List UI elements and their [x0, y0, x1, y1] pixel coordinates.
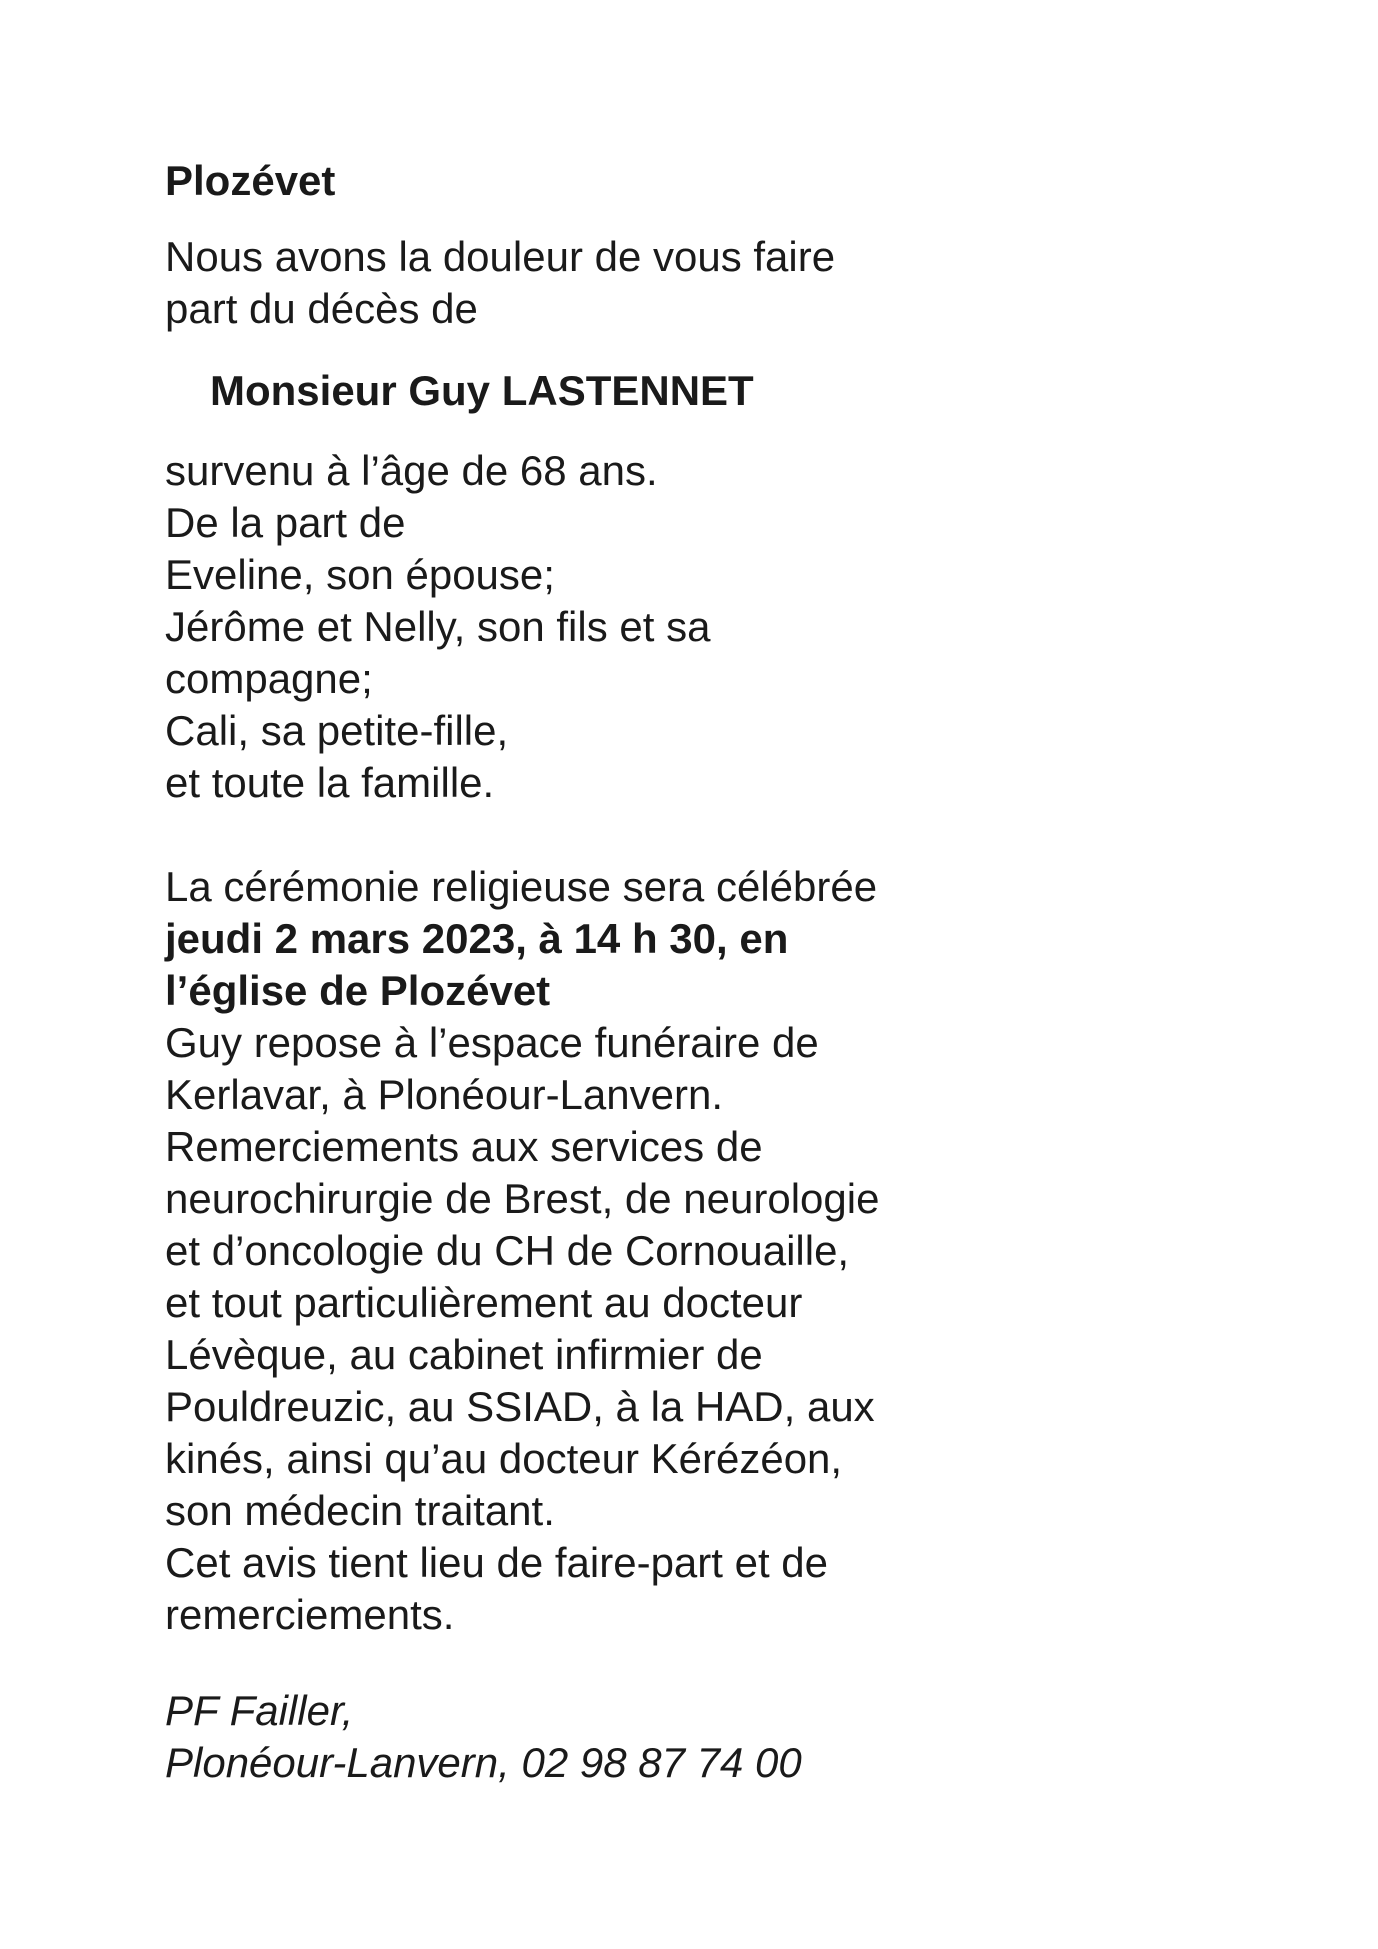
intro-line: Nous avons la douleur de vous faire — [165, 233, 836, 280]
details-line: neurochirurgie de Brest, de neurologie — [165, 1175, 880, 1222]
intro-paragraph — [165, 231, 1265, 335]
details-line: Lévèque, au cabinet infirmier de — [165, 1331, 763, 1378]
ceremony-intro: La cérémonie religieuse sera célébrée — [165, 863, 878, 910]
details-line: Kerlavar, à Plonéour-Lanvern. — [165, 1071, 723, 1118]
funeral-home-name: PF Failler, — [165, 1687, 354, 1734]
family-line: Cali, sa petite-fille, — [165, 707, 509, 754]
details-line: Guy repose à l’espace funéraire de — [165, 1019, 819, 1066]
intro-line: part du décès de — [165, 285, 478, 332]
ceremony-date: jeudi 2 mars 2023, à 14 h 30, en — [165, 915, 789, 962]
funeral-home-contact: Plonéour-Lanvern, 02 98 87 74 00 — [165, 1739, 802, 1786]
ceremony-paragraph — [165, 861, 1265, 1017]
details-line: kinés, ainsi qu’au docteur Kérézéon, — [165, 1435, 843, 1482]
family-line: De la part de — [165, 499, 406, 546]
family-line: Eveline, son épouse; — [165, 551, 555, 598]
details-line: et tout particulièrement au docteur — [165, 1279, 803, 1326]
family-paragraph — [165, 445, 1265, 809]
funeral-home-signature — [165, 1685, 1265, 1789]
details-line: Remerciements aux services de — [165, 1123, 763, 1170]
spacer — [165, 809, 1265, 861]
family-line: compagne; — [165, 655, 373, 702]
town-heading: Plozévet — [165, 157, 336, 204]
deceased-name: Monsieur Guy LASTENNET — [210, 367, 754, 414]
ceremony-location: l’église de Plozévet — [165, 967, 551, 1014]
details-line: et d’oncologie du CH de Cornouaille, — [165, 1227, 850, 1274]
details-line: Pouldreuzic, au SSIAD, à la HAD, aux — [165, 1383, 875, 1430]
family-line: Jérôme et Nelly, son fils et sa — [165, 603, 711, 650]
spacer — [165, 1641, 1265, 1685]
details-line: son médecin traitant. — [165, 1487, 555, 1534]
details-line: remerciements. — [165, 1591, 455, 1638]
obituary-notice — [165, 155, 1265, 1789]
details-line: Cet avis tient lieu de faire-part et de — [165, 1539, 829, 1586]
family-line: survenu à l’âge de 68 ans. — [165, 447, 658, 494]
family-line: et toute la famille. — [165, 759, 495, 806]
details-paragraph — [165, 1017, 1265, 1641]
